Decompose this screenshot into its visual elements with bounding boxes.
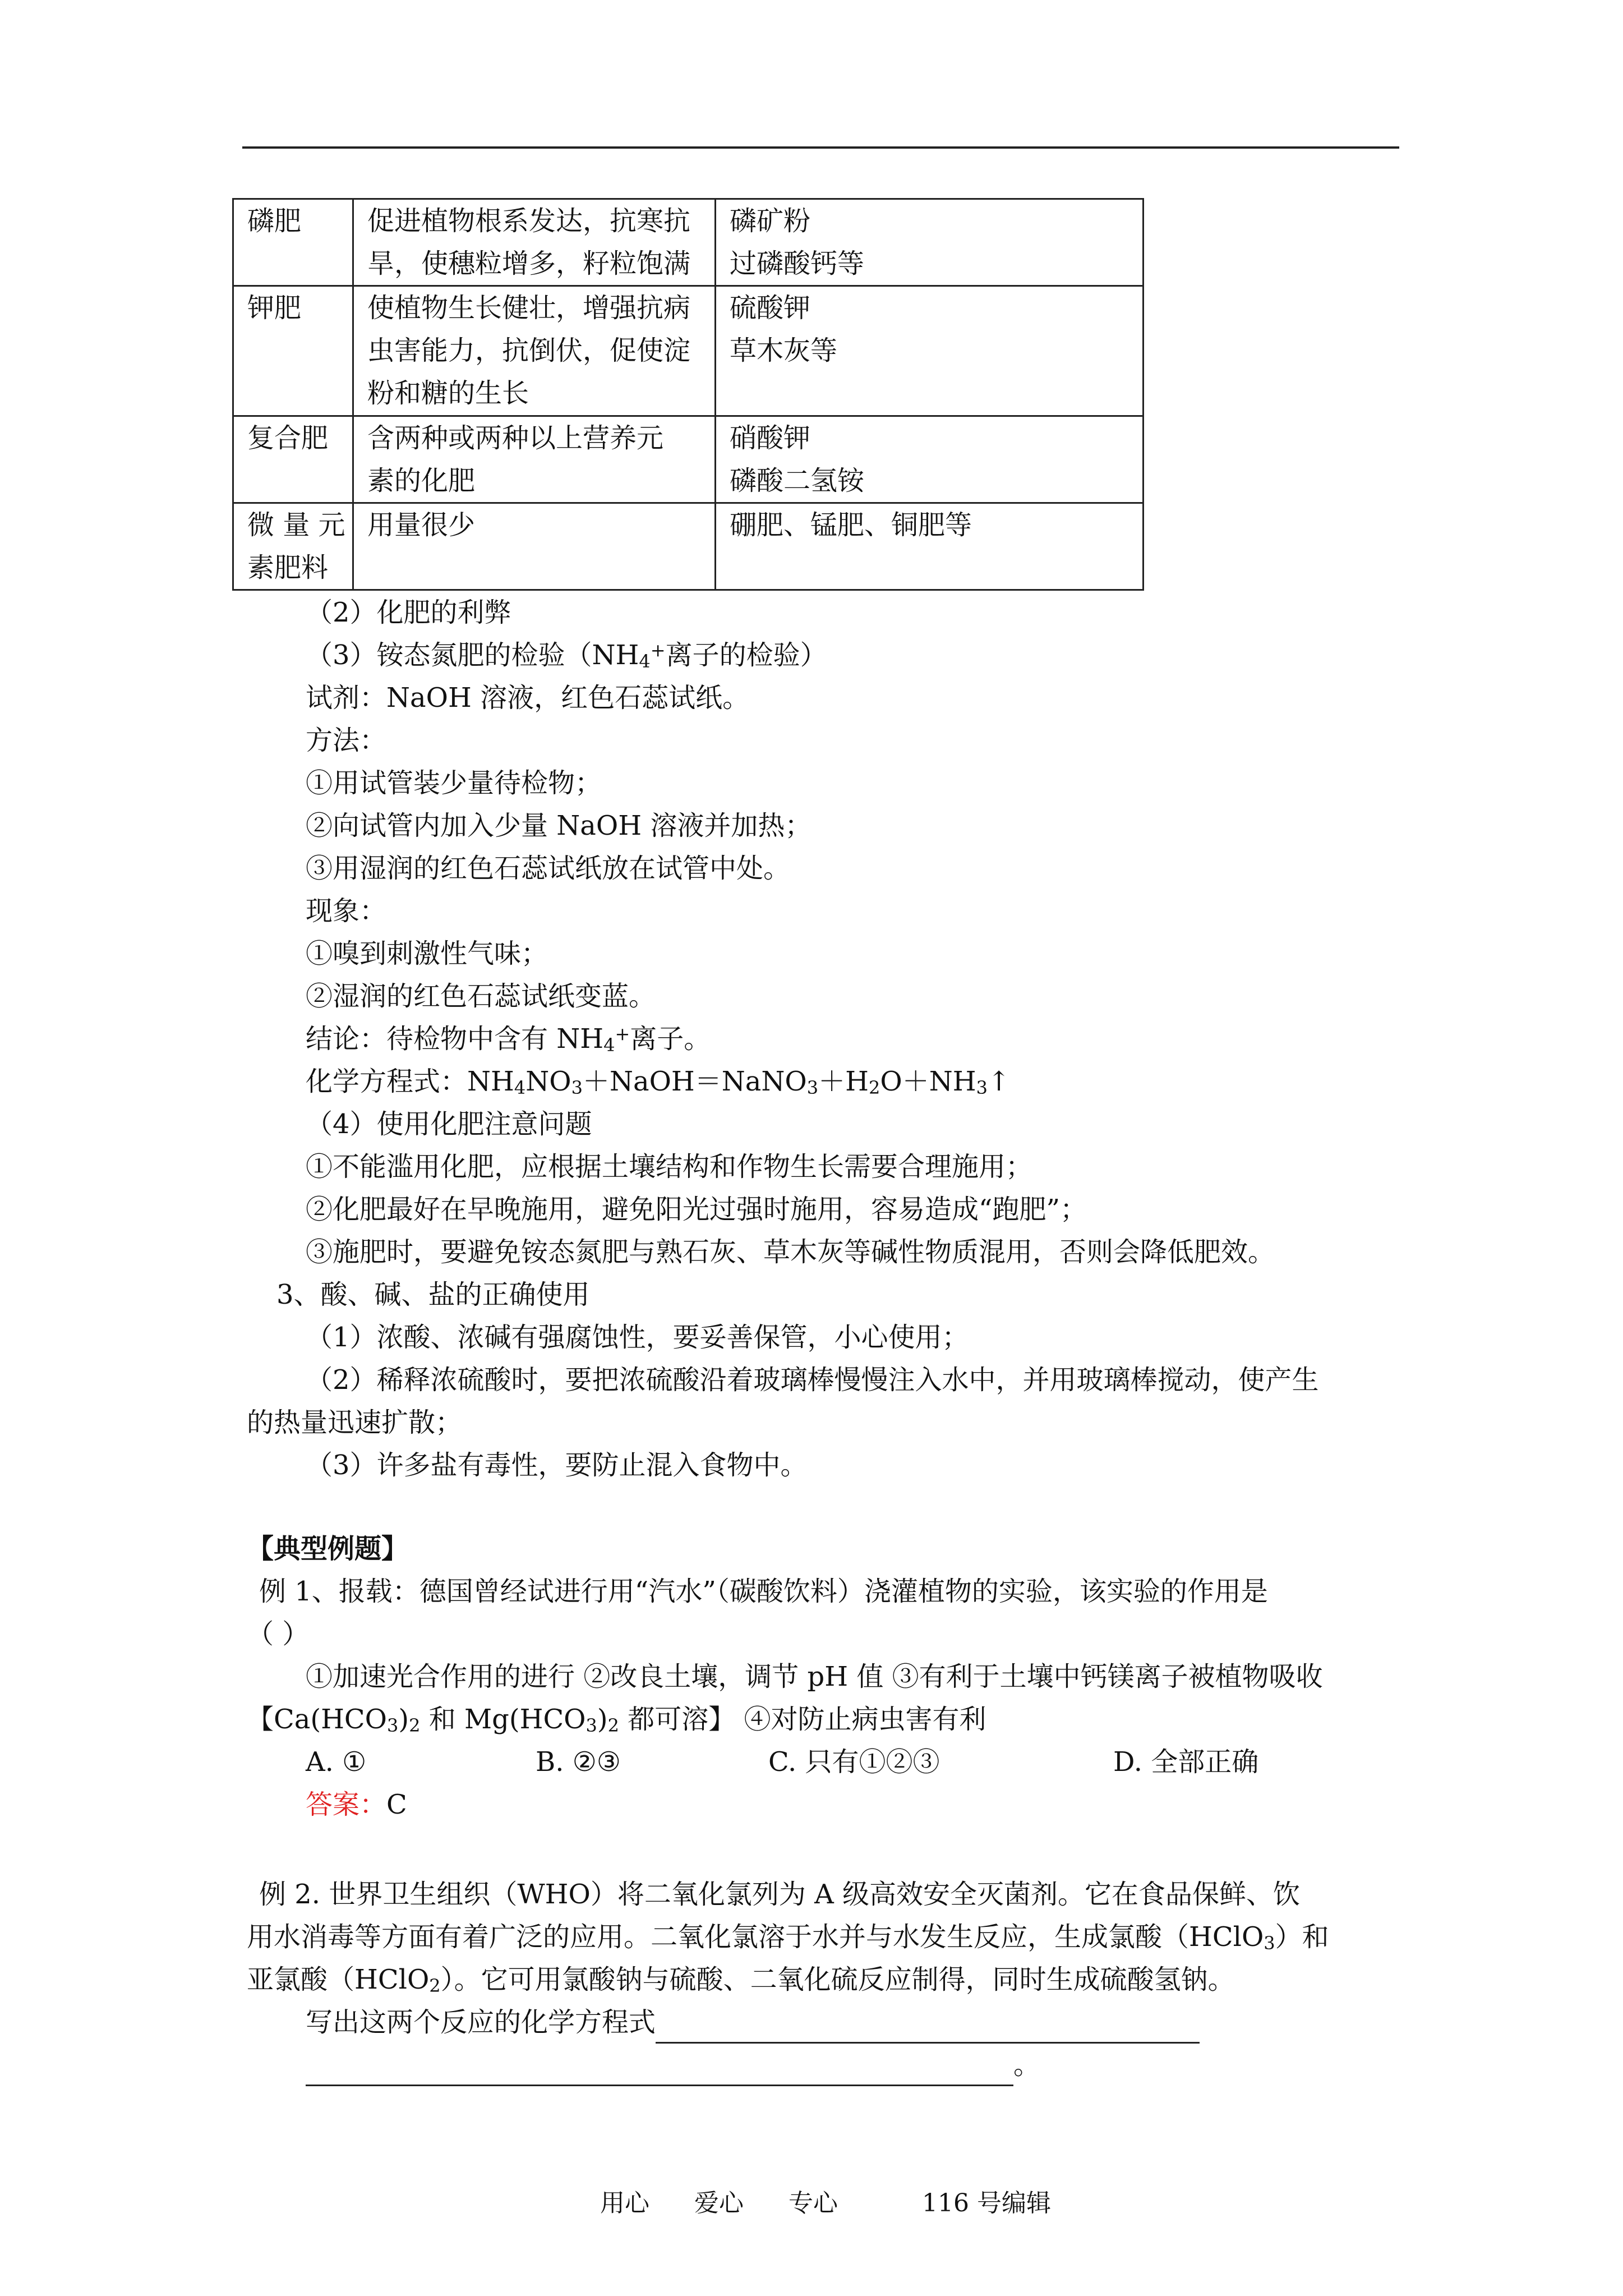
- footer-item: 爱心: [694, 2189, 744, 2217]
- answer-blank-2[interactable]: [306, 2053, 1013, 2086]
- cell-line: 硼肥、锰肥、铜肥等: [730, 509, 972, 541]
- example-2-line-3: [247, 1958, 1235, 2001]
- cell-line: 含两种或两种以上营养元: [367, 422, 664, 454]
- item-2: （2）化肥的利弊: [306, 597, 511, 628]
- table-cell: [716, 199, 1144, 286]
- text-span: O＋NH: [880, 1066, 976, 1097]
- text-span: 离子的检验）: [665, 639, 827, 671]
- item-4: （4）使用化肥注意问题: [306, 1108, 592, 1140]
- note-3: ③施肥时，要避免铵态氮肥与熟石灰、草木灰等碱性物质混用，否则会降低肥效。: [306, 1236, 1275, 1268]
- example-1-line-1: 例 1、报载：德国曾经试进行用“汽水”（碳酸饮料）浇灌植物的实验，该实验的作用是: [259, 1576, 1268, 1607]
- phenomenon-2: ②湿润的红色石蕊试纸变蓝。: [306, 981, 656, 1012]
- cell-line: 微 量 元: [247, 509, 345, 541]
- text-span: ）和: [1275, 1921, 1329, 1953]
- subscript: 3: [585, 1715, 597, 1736]
- example-1-line-4: [247, 1698, 986, 1741]
- subscript: 4: [603, 1034, 615, 1056]
- table-cell: 磷肥: [233, 199, 353, 286]
- subscript: 3: [387, 1715, 399, 1736]
- superscript: +: [615, 1023, 630, 1045]
- answer-line: [306, 1783, 407, 1826]
- text-span: 。: [1013, 2049, 1041, 2081]
- text-span: ↑: [987, 1066, 1011, 1097]
- cell-line: 粉和糖的生长: [367, 378, 529, 409]
- text-span: 亚氯酸（HClO: [247, 1964, 430, 1995]
- text-span: ）。它可用氯酸钠与硫酸、二氧化硫反应制得，同时生成硫酸氢钠。: [440, 1964, 1235, 1995]
- cell-line: 使植物生长健壮，增强抗病: [367, 292, 691, 324]
- method-title: 方法：: [306, 725, 387, 756]
- table-cell: [353, 286, 716, 416]
- example-2-line-4: [306, 2001, 1200, 2044]
- item-3: [306, 634, 827, 677]
- cell-line: 过磷酸钙等: [730, 248, 865, 279]
- cell-line: 促进植物根系发达，抗寒抗: [367, 205, 691, 237]
- chemical-equation: [306, 1060, 1010, 1103]
- subscript: 3: [1264, 1932, 1275, 1954]
- example-2-line-5: [306, 2044, 1040, 2086]
- text-span: 写出这两个反应的化学方程式: [306, 2007, 656, 2038]
- text-span: ＋NaOH＝NaNO: [582, 1066, 807, 1097]
- cell-line: 素肥料: [247, 552, 329, 583]
- cell-line: 用量很少: [367, 509, 476, 541]
- cell-line: 素的化肥: [367, 465, 476, 496]
- page-footer: [600, 2182, 1051, 2225]
- cell-line: 硫酸钾: [730, 292, 811, 324]
- reagent-line: 试剂：NaOH 溶液，红色石蕊试纸。: [306, 682, 750, 714]
- table-cell: [716, 286, 1144, 416]
- text-span: 离子。: [630, 1023, 711, 1055]
- text-span: 用水消毒等方面有着广泛的应用。二氧化氯溶于水并与水发生反应，生成氯酸（HClO: [247, 1921, 1264, 1953]
- subscript: 3: [806, 1077, 819, 1098]
- table-cell: [353, 416, 716, 503]
- answer-blank-1[interactable]: [656, 2010, 1200, 2044]
- text-span: 结论：待检物中含有 NH: [306, 1023, 604, 1055]
- examples-heading: 【典型例题】: [247, 1533, 409, 1565]
- phenomenon-title: 现象：: [306, 895, 387, 927]
- table-row: [233, 416, 1144, 503]
- section-3-item-3: （3）许多盐有毒性，要防止混入食物中。: [306, 1450, 808, 1481]
- subscript: 2: [607, 1715, 619, 1736]
- example-2-line-1: 例 2. 世界卫生组织（WHO）将二氧化氯列为 A 级高效安全灭菌剂。它在食品保鲜、饮: [259, 1879, 1301, 1910]
- answer-value: C: [386, 1789, 407, 1820]
- footer-item: 用心: [600, 2189, 649, 2217]
- table-cell: [353, 199, 716, 286]
- text-span: ): [597, 1704, 608, 1735]
- method-step-1: ①用试管装少量待检物；: [306, 767, 602, 799]
- option-c: C. 只有①②③: [768, 1746, 940, 1778]
- cell-line: 草木灰等: [730, 335, 838, 366]
- text-span: 和 Mg(HCO: [420, 1704, 586, 1735]
- subscript: 3: [976, 1077, 988, 1098]
- table-cell: [353, 503, 716, 590]
- cell-line: 旱，使穗粒增多，籽粒饱满: [367, 248, 691, 279]
- text-span: ＋H: [818, 1066, 869, 1097]
- text-span: 【Ca(HCO: [247, 1704, 388, 1735]
- text-span: 化学方程式：: [306, 1066, 468, 1097]
- subscript: 2: [429, 1975, 441, 1996]
- option-b: B. ②③: [536, 1746, 621, 1778]
- table-row: [233, 199, 1144, 286]
- text-span: NH: [467, 1066, 514, 1097]
- table-cell: [716, 416, 1144, 503]
- answer-label: 答案：: [306, 1789, 387, 1820]
- section-3-item-1: （1）浓酸、浓碱有强腐蚀性，要妥善保管，小心使用；: [306, 1322, 969, 1353]
- text-span: 都可溶】 ④对防止病虫害有利: [619, 1704, 986, 1735]
- example-1-line-3: ①加速光合作用的进行 ②改良土壤，调节 pH 值 ③有利于土壤中钙镁离子被植物吸收: [306, 1661, 1323, 1692]
- option-a: A. ①: [306, 1746, 367, 1778]
- example-2-line-2: [247, 1916, 1329, 1958]
- section-3-item-2-line-1: （2）稀释浓硫酸时，要把浓硫酸沿着玻璃棒慢慢注入水中，并用玻璃棒搅动，使产生: [306, 1364, 1319, 1396]
- subscript: 3: [571, 1077, 583, 1098]
- method-step-3: ③用湿润的红色石蕊试纸放在试管中处。: [306, 853, 791, 884]
- cell-line: 磷酸二氢铵: [730, 465, 865, 496]
- subscript: 4: [514, 1077, 526, 1098]
- footer-item: 116 号编辑: [922, 2189, 1051, 2217]
- text-span: NO: [525, 1066, 571, 1097]
- header-rule: [242, 146, 1399, 149]
- conclusion-line: [306, 1018, 711, 1060]
- text-span: （3）铵态氮肥的检验（NH: [306, 639, 639, 671]
- cell-line: 虫害能力，抗倒伏，促使淀: [367, 335, 691, 366]
- subscript: 2: [409, 1715, 421, 1736]
- method-step-2: ②向试管内加入少量 NaOH 溶液并加热；: [306, 810, 812, 841]
- section-3-item-2-line-2: 的热量迅速扩散；: [247, 1407, 463, 1438]
- option-d: D. 全部正确: [1113, 1746, 1259, 1778]
- cell-line: 硝酸钾: [730, 422, 811, 454]
- fertilizer-table: [232, 198, 1144, 591]
- section-3-title: 3、酸、碱、盐的正确使用: [276, 1279, 590, 1310]
- footer-item: 专心: [789, 2189, 838, 2217]
- note-1: ①不能滥用化肥，应根据土壤结构和作物生长需要合理施用；: [306, 1151, 1033, 1182]
- subscript: 4: [639, 651, 651, 672]
- cell-line: 磷矿粉: [730, 205, 811, 237]
- note-2: ②化肥最好在早晚施用，避免阳光过强时施用，容易造成“跑肥”；: [306, 1194, 1087, 1225]
- phenomenon-1: ①嗅到刺激性气味；: [306, 938, 548, 969]
- table-row: [233, 503, 1144, 590]
- subscript: 2: [869, 1077, 880, 1098]
- superscript: +: [650, 639, 666, 661]
- text-span: ): [398, 1704, 409, 1735]
- table-cell: [233, 503, 353, 590]
- example-1-line-2: （ ）: [247, 1618, 310, 1650]
- table-cell: 钾肥: [233, 286, 353, 416]
- table-cell: 复合肥: [233, 416, 353, 503]
- table-row: [233, 286, 1144, 416]
- table-cell: [716, 503, 1144, 590]
